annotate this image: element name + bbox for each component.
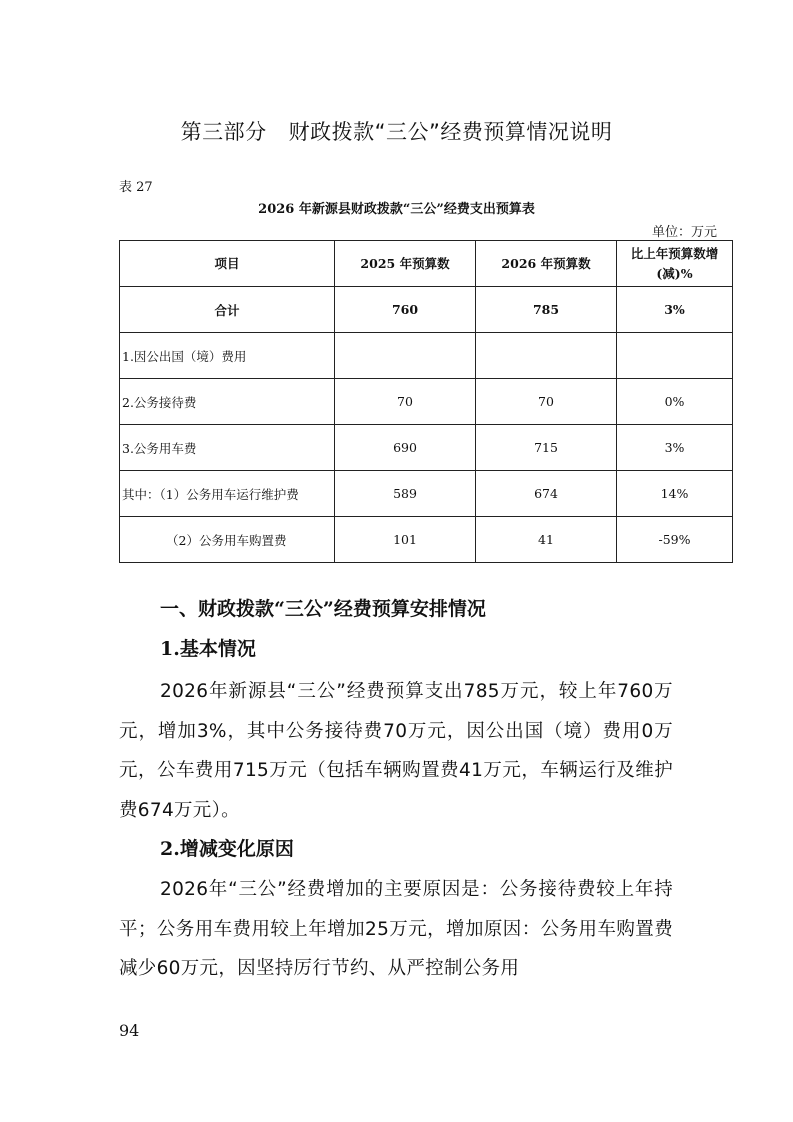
table-row [120,425,733,471]
cell-2026: 785 [476,287,617,333]
budget-table [119,240,733,563]
table-title: 2026 年新源县财政拨款“三公”经费支出预算表 [258,202,535,217]
paragraph-change-reason: 2026年“三公”经费增加的主要原因是：公务接待费较上年持平；公务用车费用较上年增加25万元，增加原因：公务用车购置费减少60万元，因坚持厉行节约、从严控制公务用 [119,879,673,979]
cell-2026: 674 [476,471,617,517]
cell-item: 合计 [120,287,335,333]
header-2026: 2026 年预算数 [476,241,617,287]
table-number: 表 27 [119,180,153,195]
cell-2026: 70 [476,379,617,425]
cell-2025: 70 [335,379,476,425]
header-2025: 2025 年预算数 [335,241,476,287]
table-row [120,471,733,517]
table-row [120,517,733,563]
cell-change: 3% [617,425,733,471]
cell-item: 1.因公出国（境）费用 [120,333,335,379]
cell-change: 14% [617,471,733,517]
table-row [120,379,733,425]
cell-2025: 690 [335,425,476,471]
subheading-change-reason: 2.增减变化原因 [160,838,294,860]
header-change: 比上年预算数增(减)% [617,241,733,287]
part-title [0,116,793,146]
cell-change [617,333,733,379]
cell-2026: 41 [476,517,617,563]
table-row [120,333,733,379]
table-header-row [120,241,733,287]
cell-2025: 589 [335,471,476,517]
unit-label: 单位：万元 [652,225,718,240]
table-row-total [120,287,733,333]
subheading-basic: 1.基本情况 [160,638,256,660]
cell-2025: 760 [335,287,476,333]
cell-change: -59% [617,517,733,563]
cell-item: 2.公务接待费 [120,379,335,425]
cell-change: 0% [617,379,733,425]
cell-change: 3% [617,287,733,333]
cell-2026 [476,333,617,379]
paragraph-basic: 2026年新源县“三公”经费预算支出785万元，较上年760万元，增加3%，其中公务接待费70万元，因公出国（境）费用0万元，公车费用715万元（包括车辆购置费41万元，车辆运行及维护费674万元）。 [119,681,673,821]
part-title-number: 第三部分 [180,120,267,144]
header-item: 项目 [120,241,335,287]
part-title-text: 财政拨款“三公”经费预算情况说明 [288,120,613,144]
cell-item: （2）公务用车购置费 [120,517,335,563]
cell-2026: 715 [476,425,617,471]
page-number: 94 [119,1021,140,1040]
cell-2025: 101 [335,517,476,563]
section-heading: 一、财政拨款“三公”经费预算安排情况 [160,598,486,620]
cell-item: 其中：（1）公务用车运行维护费 [120,471,335,517]
cell-2025 [335,333,476,379]
cell-item: 3.公务用车费 [120,425,335,471]
